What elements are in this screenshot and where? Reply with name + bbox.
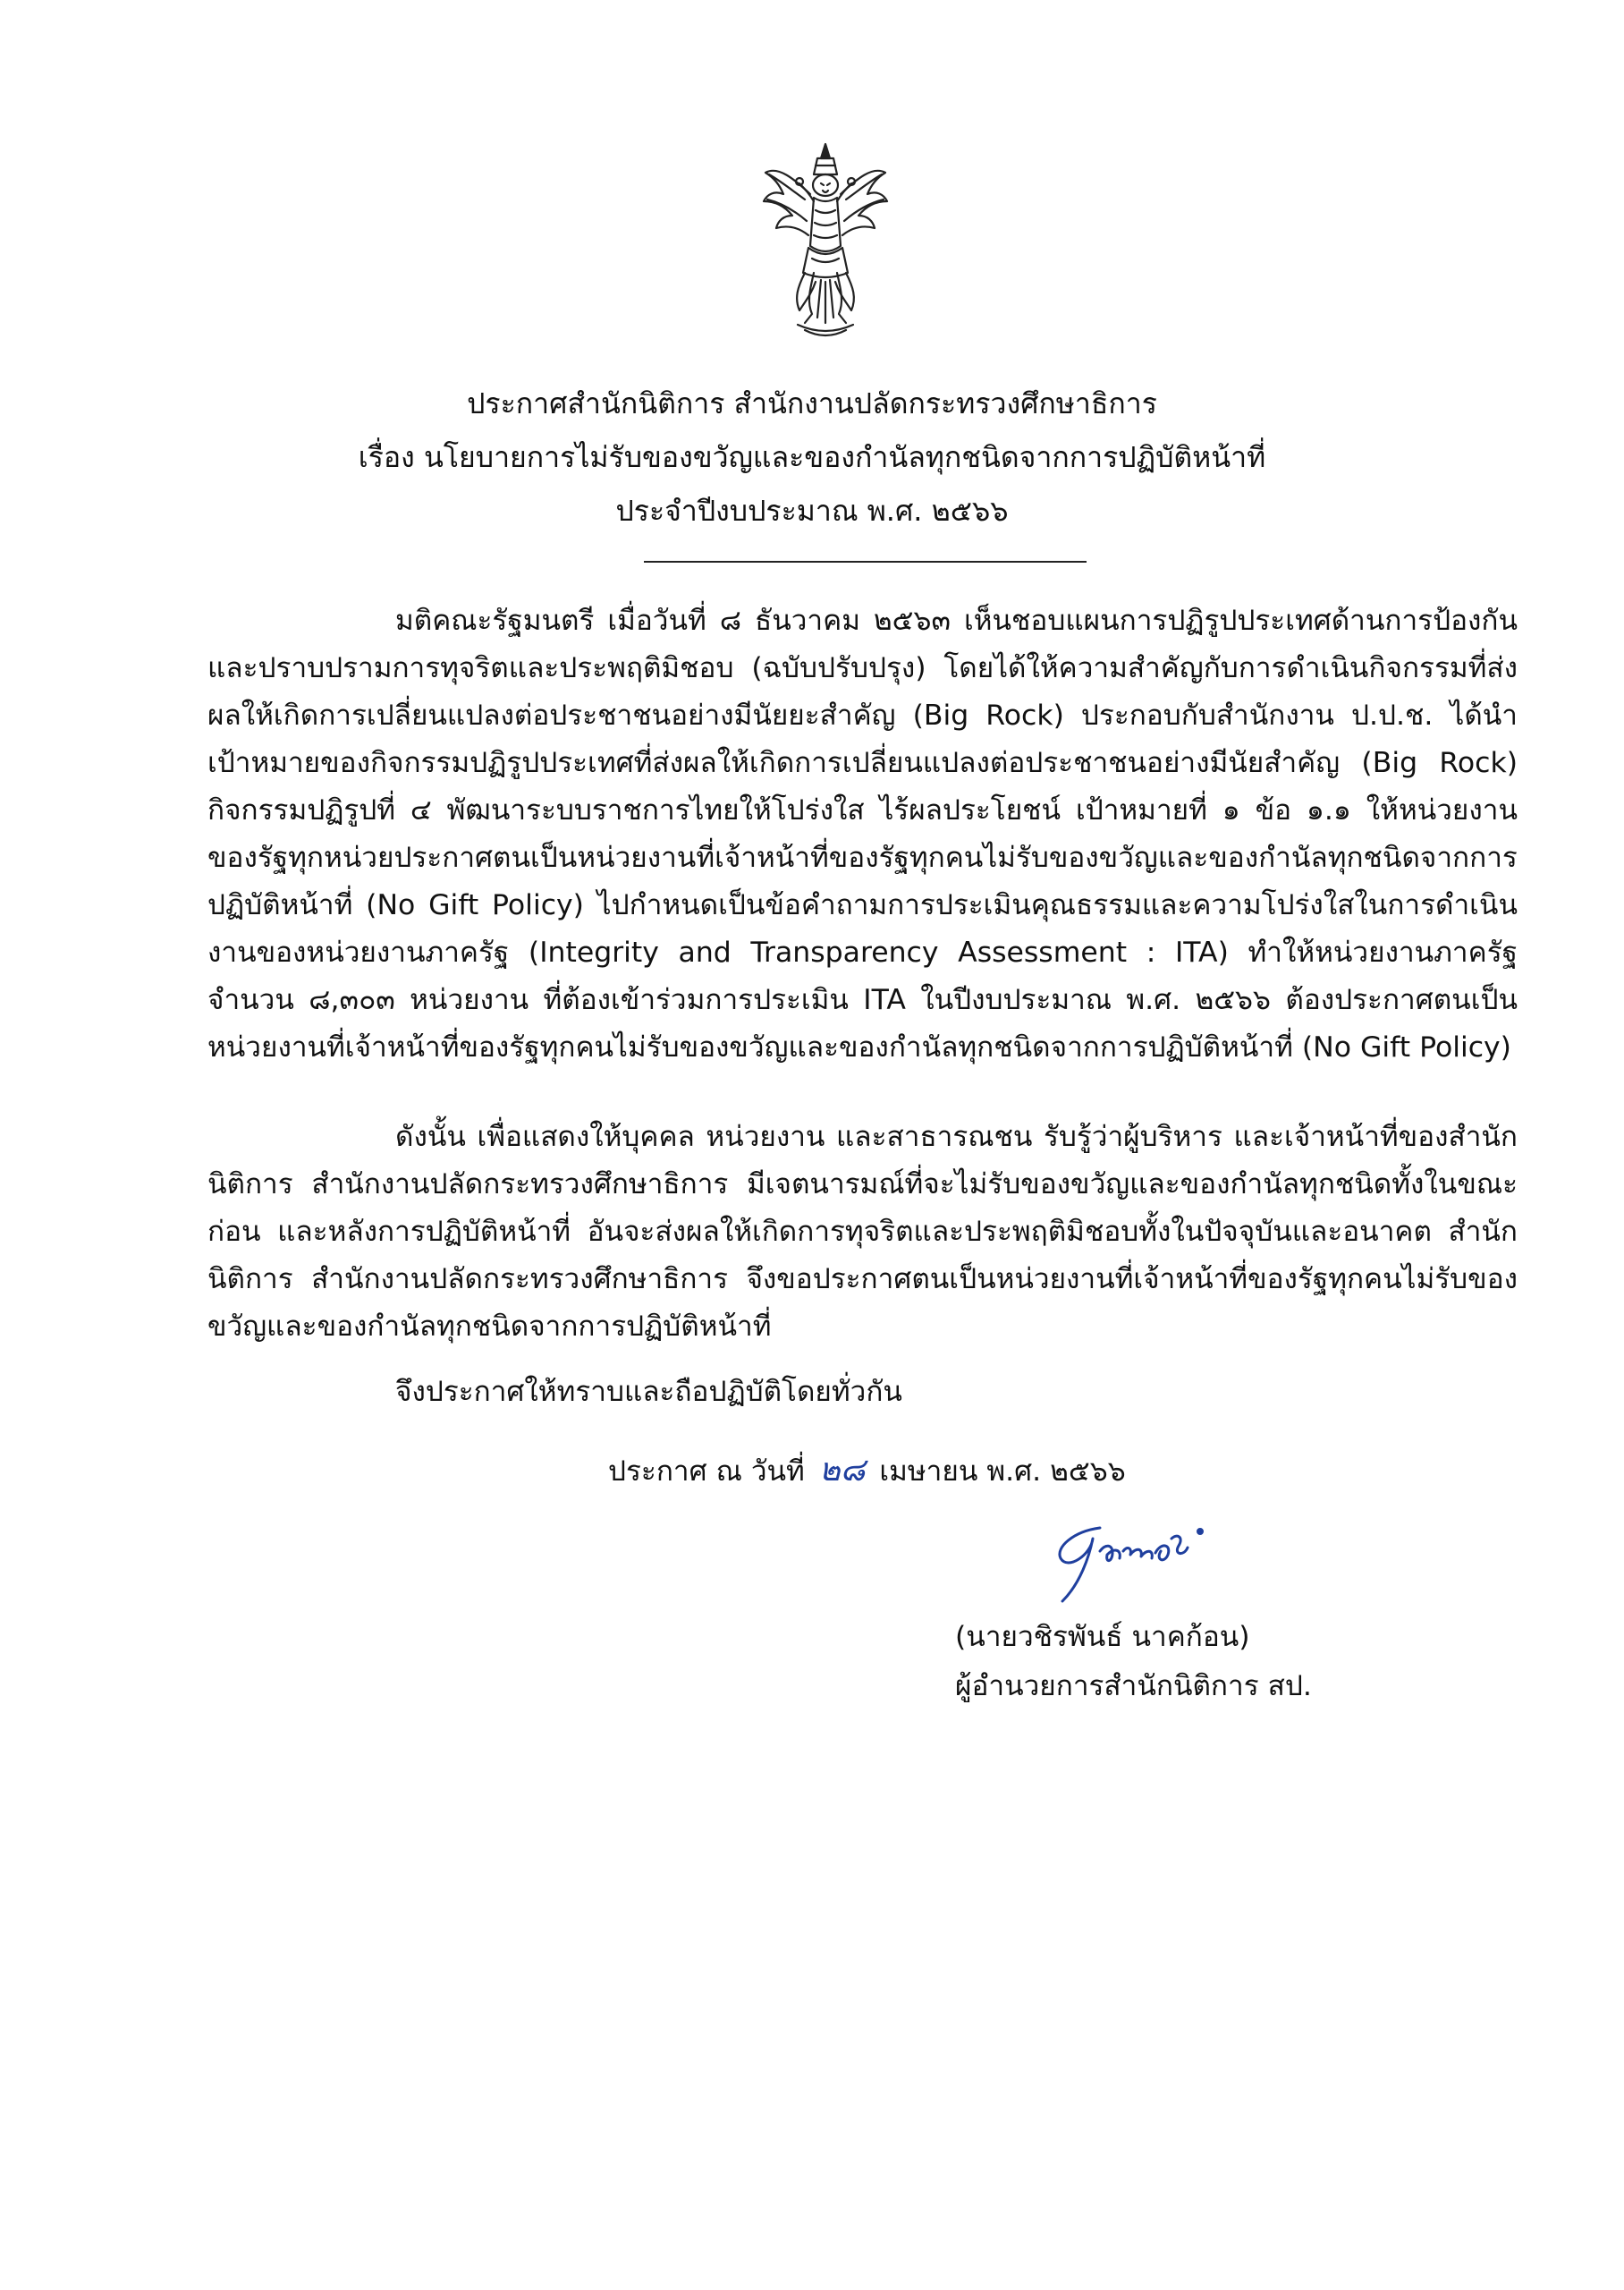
signer-title: ผู้อำนวยการสำนักนิติการ สป. — [955, 1670, 1312, 1702]
announcement-subject: เรื่อง นโยบายการไม่รับของขวัญและของกำนัลทุกชนิดจากการปฏิบัติหน้าที่ — [358, 440, 1266, 474]
body-paragraph-2 — [207, 1114, 1518, 1351]
heading-divider — [644, 561, 1087, 563]
handwritten-signature — [1037, 1512, 1243, 1610]
fiscal-year-line: ประจำปีงบประมาณ พ.ศ. ๒๕๖๖ — [615, 494, 1009, 528]
paragraph-text: ดังนั้น เพื่อแสดงให้บุคคล หน่วยงาน และสาธารณชน รับรู้ว่าผู้บริหาร และเจ้าหน้าที่ของสำนักนิติการ สำนักงานปลัดกระทรวงศึกษาธิการ มีเจตนารมณ์ที่จะไม่รับของขวัญและของกำนัลทุกชนิดทั้งในขณะ ก่อน และหลังการปฏิบัติหน้าที่ อันจะส่งผลให้เกิดการทุจริตและประพฤติมิชอบทั้งในปัจจุบันและอนาคต สำนักนิติการ สำนักงานปลัดกระทรวงศึกษาธิการ จึงขอประกาศตนเป็นหน่วยงานที่เจ้าหน้าที่ของรัฐทุกคนไม่รับของขวัญและของกำนัลทุกชนิดจากการปฏิบัติหน้าที่ — [207, 1121, 1518, 1343]
garuda-emblem-icon — [758, 139, 892, 344]
date-suffix: เมษายน พ.ศ. ๒๕๖๖ — [879, 1455, 1126, 1488]
announcement-date — [608, 1446, 1126, 1496]
signer-name: (นายวชิรพันธ์ นาคก้อน) — [955, 1621, 1250, 1653]
date-prefix: ประกาศ ณ วันที่ — [608, 1455, 805, 1488]
paragraph-text: มติคณะรัฐมนตรี เมื่อวันที่ ๘ ธันวาคม ๒๕๖๓ เห็นชอบแผนการปฏิรูปประเทศด้านการป้องกันและปราบปรามการทุจริตและประพฤติมิชอบ (ฉบับปรับปรุง) โดยได้ให้ความสำคัญกับการดำเนินกิจกรรมที่ส่งผลให้เกิดการเปลี่ยนแปลงต่อประชาชนอย่างมีนัยยะสำคัญ (Big Rock) ประกอบกับสำนักงาน ป.ป.ช. ได้นำเป้าหมายของกิจกรรมปฏิรูปประเทศที่ส่งผลให้เกิดการเปลี่ยนแปลงต่อประชาชนอย่างมีนัยสำคัญ (Big Rock) กิจกรรมปฏิรูปที่ ๔ พัฒนาระบบราชการไทยให้โปร่งใส ไร้ผลประโยชน์ เป้าหมายที่ ๑ ข้อ ๑.๑ ให้หน่วยงานของรัฐทุกหน่วยประกาศตนเป็นหน่วยงานที่เจ้าหน้าที่ของรัฐทุกคนไม่รับของขวัญและของกำนัลทุกชนิดจากการปฏิบัติหน้าที่ (No Gift Policy) ไปกำหนดเป็นข้อคำถามการประเมินคุณธรรมและความโปร่งใสในการดำเนินงานของหน่วยงานภาครัฐ (Integrity and Transparency Assessment : ITA) ทำให้หน่วยงานภาครัฐจำนวน ๘,๓๐๓ หน่วยงาน ที่ต้องเข้าร่วมการประเมิน ITA ในปีงบประมาณ พ.ศ. ๒๕๖๖ ต้องประกาศตนเป็นหน่วยงานที่เจ้าหน้าที่ของรัฐทุกคนไม่รับของขวัญและของกำนัลทุกชนิดจากการปฏิบัติหน้าที่ (No Gift Policy) — [207, 605, 1518, 1064]
body-paragraph-1 — [207, 598, 1518, 1072]
announcement-title: ประกาศสำนักนิติการ สำนักงานปลัดกระทรวงศึกษาธิการ — [467, 386, 1157, 420]
closing-statement: จึงประกาศให้ทราบและถือปฏิบัติโดยทั่วกัน — [395, 1376, 902, 1408]
handwritten-day: ๒๘ — [818, 1452, 866, 1488]
